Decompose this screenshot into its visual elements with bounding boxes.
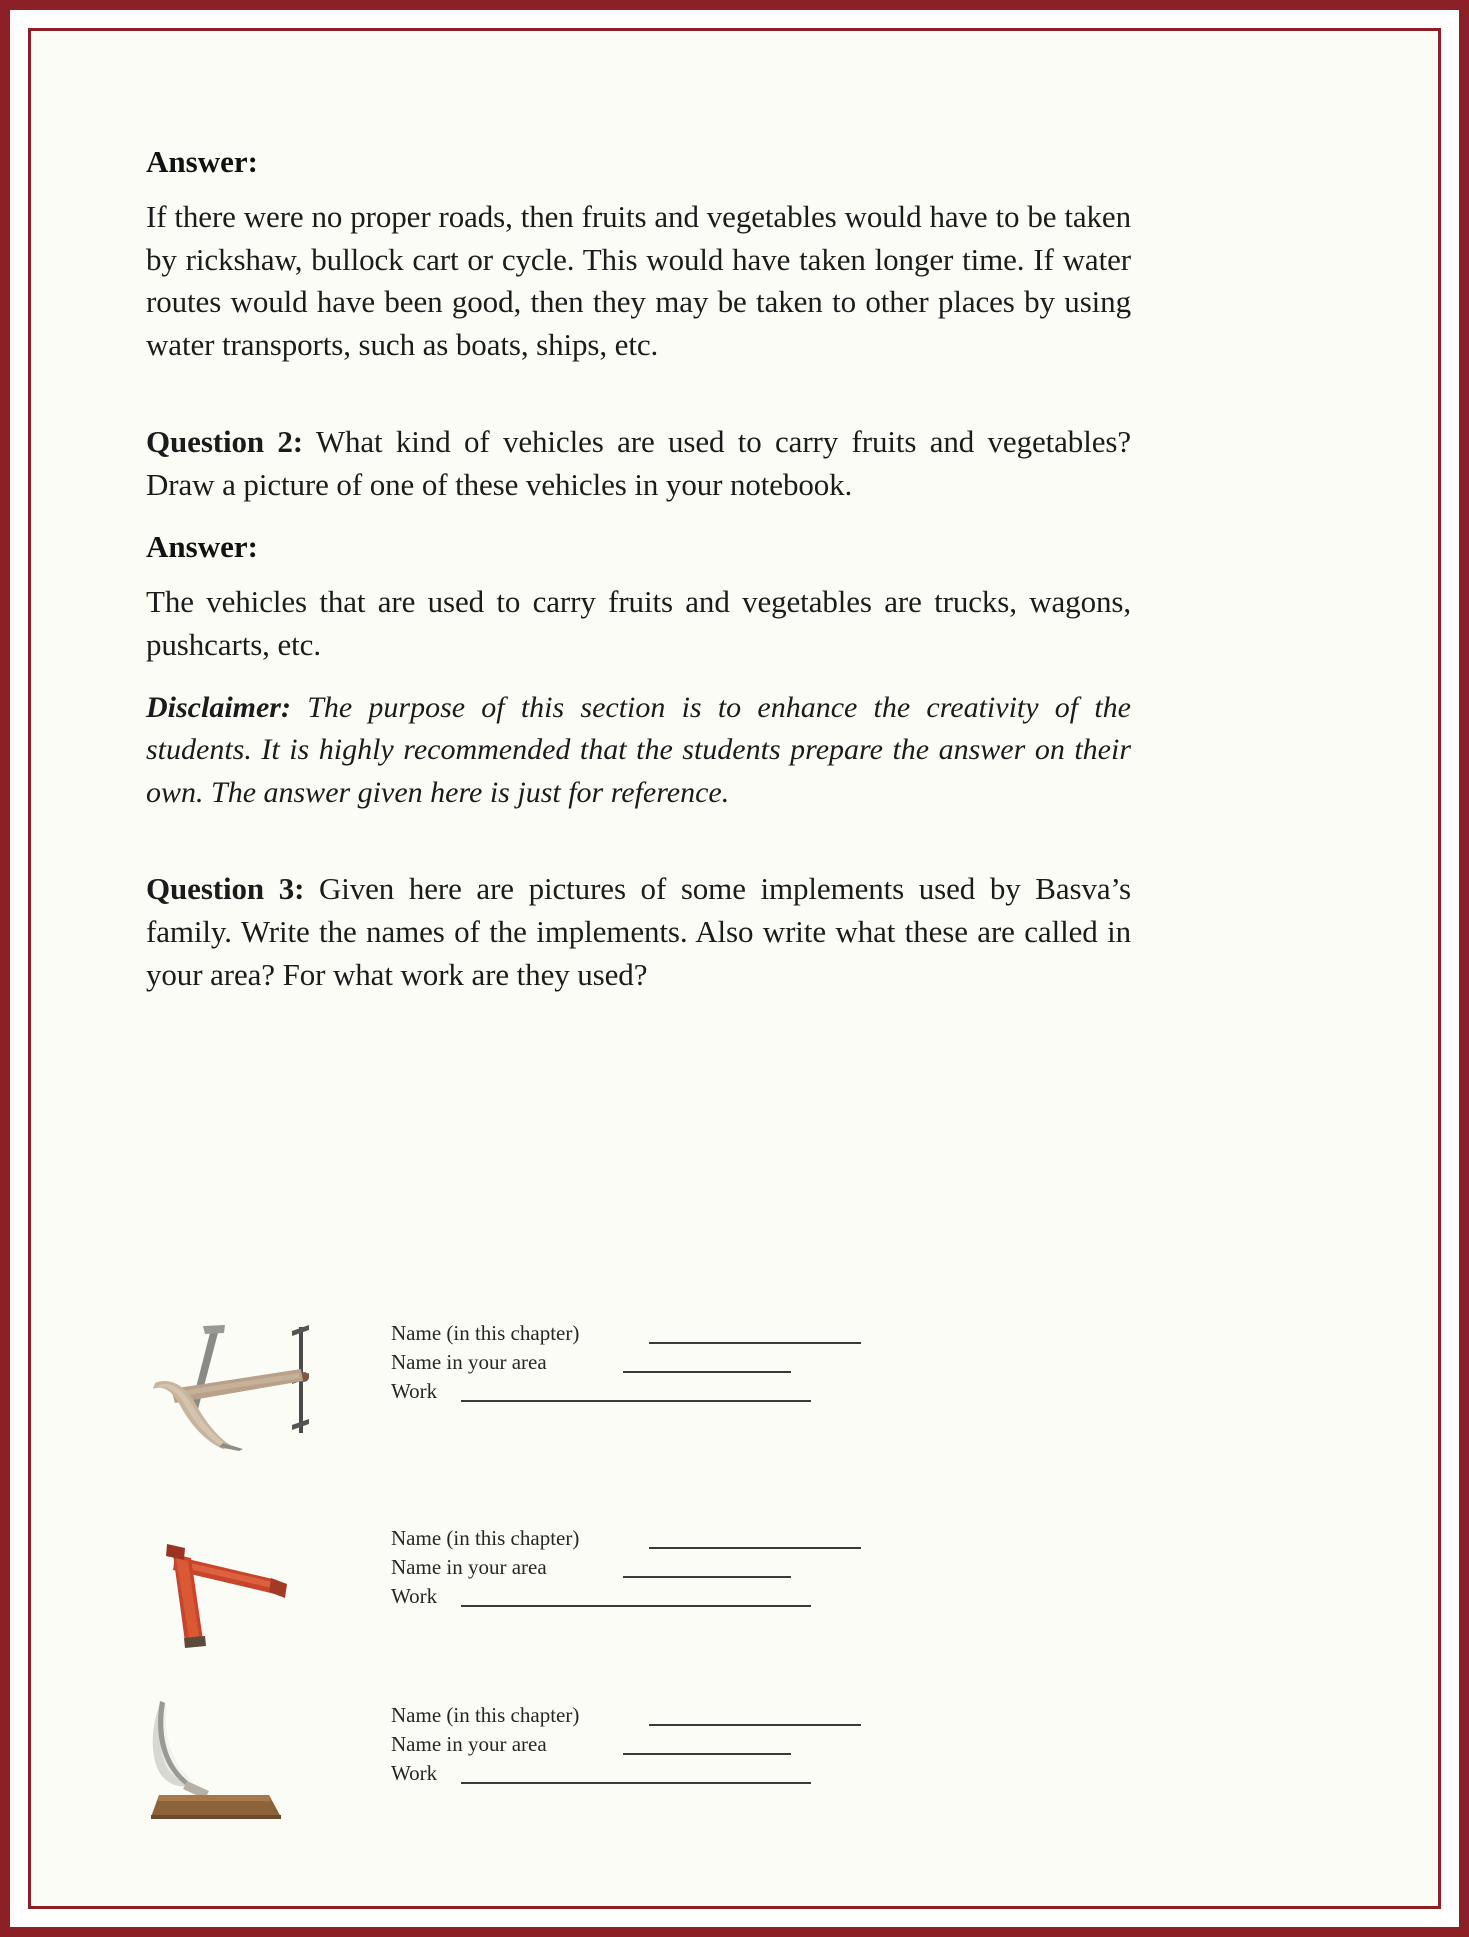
field-work — [391, 1584, 921, 1613]
list-item — [151, 1321, 951, 1496]
field-label: Name in your area — [391, 1555, 547, 1579]
plough-icon — [151, 1321, 316, 1451]
field-label: Name (in this chapter) — [391, 1526, 580, 1550]
field-name-area — [391, 1555, 921, 1584]
question2-paragraph — [146, 421, 1131, 507]
sickle-icon — [151, 1697, 316, 1827]
answer2-body: The vehicles that are used to carry fruits and vegetables are trucks, wagons, pushcarts, etc. — [146, 584, 1131, 662]
implements-list — [151, 1321, 951, 1846]
answer-blank-line[interactable] — [623, 1753, 791, 1755]
disclaimer-paragraph — [146, 687, 1131, 815]
disclaimer-text: The purpose of this section is to enhance the creativity of the students. It is highly recommended that the students prepare the answer on their own. The answer given here is just for reference. — [146, 690, 1131, 809]
list-item — [151, 1671, 951, 1846]
field-name-chapter — [391, 1703, 921, 1732]
field-label: Name (in this chapter) — [391, 1321, 580, 1345]
field-work — [391, 1379, 921, 1408]
answer-blank-line[interactable] — [623, 1576, 791, 1578]
implement-fields — [391, 1703, 921, 1790]
field-name-chapter — [391, 1526, 921, 1555]
field-label: Name (in this chapter) — [391, 1703, 580, 1727]
field-name-area — [391, 1732, 921, 1761]
field-label: Work — [391, 1761, 438, 1785]
hoe-icon — [151, 1518, 316, 1648]
document-content — [146, 141, 1131, 997]
field-label: Work — [391, 1584, 438, 1608]
question3-text: Given here are pictures of some implements used by Basva’s family. Write the names of the implements. Also write what these are called in your area? For what work are they used? — [146, 871, 1131, 992]
answer-blank-line[interactable] — [461, 1605, 811, 1607]
answer-blank-line[interactable] — [649, 1724, 861, 1726]
answer-blank-line[interactable] — [649, 1547, 861, 1549]
list-item — [151, 1496, 951, 1671]
answer-blank-line[interactable] — [461, 1782, 811, 1784]
field-work — [391, 1761, 921, 1790]
answer1-heading: Answer: — [146, 144, 258, 179]
disclaimer-label: Disclaimer: — [146, 690, 291, 724]
question2-text: What kind of vehicles are used to carry fruits and vegetables? Draw a picture of one of these vehicles in your notebook. — [146, 423, 1132, 502]
answer1-body: If there were no proper roads, then fruits and vegetables would have to be taken by rickshaw, bullock cart or cycle. This would have taken longer time. If water routes would have been good, then they may be taken to other places by using water transports, such as boats, ships, etc. — [146, 198, 1131, 363]
field-name-area — [391, 1350, 921, 1379]
question3-label: Question 3: — [146, 871, 305, 907]
question2-label: Question 2: — [146, 423, 304, 459]
implement-fields — [391, 1321, 921, 1408]
field-label: Work — [391, 1379, 438, 1403]
answer-blank-line[interactable] — [649, 1342, 861, 1344]
answer2-heading: Answer: — [146, 529, 258, 565]
answer-blank-line[interactable] — [623, 1371, 791, 1373]
page-border-inner — [28, 28, 1441, 1909]
answer-blank-line[interactable] — [461, 1400, 811, 1402]
field-label: Name in your area — [391, 1350, 547, 1374]
field-name-chapter — [391, 1321, 921, 1350]
implement-fields — [391, 1526, 921, 1613]
question3-paragraph — [146, 868, 1131, 996]
field-label: Name in your area — [391, 1732, 547, 1756]
